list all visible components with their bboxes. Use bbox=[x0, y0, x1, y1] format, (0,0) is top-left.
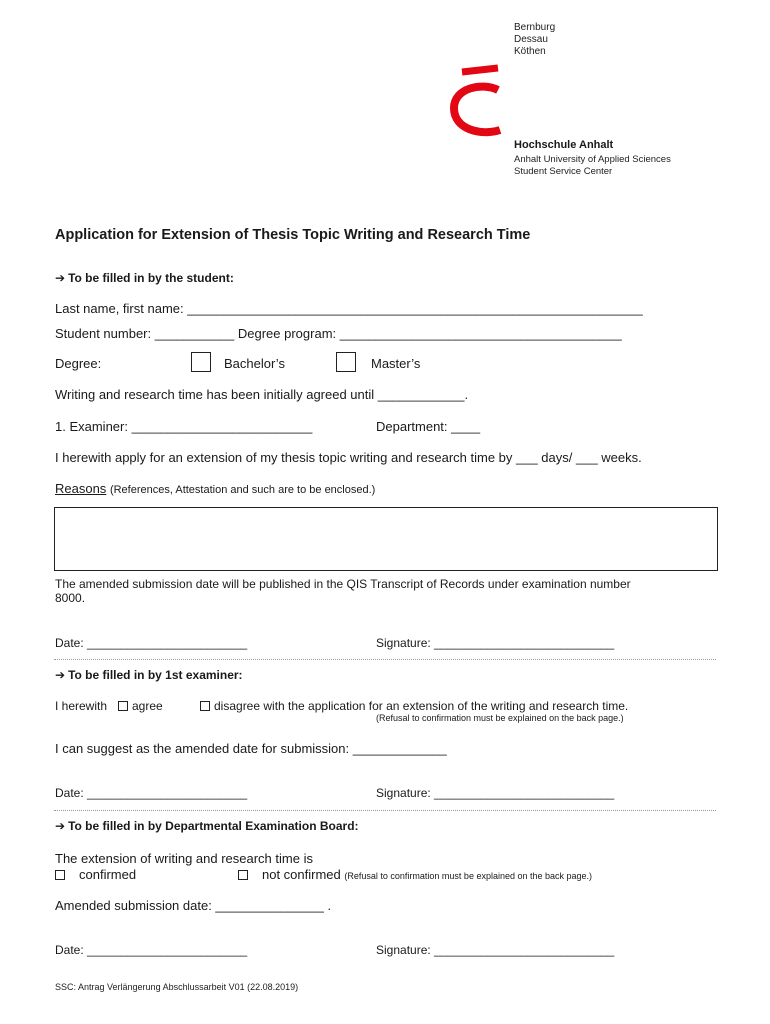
disagree-option[interactable] bbox=[200, 699, 628, 713]
location-dessau: Dessau bbox=[514, 34, 548, 45]
reasons-label: Reasons bbox=[55, 481, 107, 496]
arrow-right-icon: ➔ bbox=[55, 668, 66, 682]
not-confirmed-option[interactable] bbox=[238, 867, 592, 882]
reasons-row bbox=[55, 481, 375, 496]
name-field[interactable]: Last name, first name: _______________________________________________________________ bbox=[55, 301, 643, 316]
agree-label: agree bbox=[132, 699, 163, 713]
institution-sub2: Student Service Center bbox=[514, 166, 613, 177]
board-heading-text: To be filled in by Departmental Examination Board: bbox=[68, 819, 359, 833]
confirmed-option[interactable] bbox=[55, 867, 136, 882]
section-divider bbox=[54, 659, 716, 660]
amended-submission-date-field[interactable]: Amended submission date: _______________ . bbox=[55, 898, 332, 913]
amended-note-line2: 8000. bbox=[55, 591, 86, 605]
degree-label: Degree: bbox=[55, 356, 102, 371]
student-number-field[interactable]: Student number: ___________ Degree program: _______________________________________ bbox=[55, 326, 622, 341]
student-heading-text: To be filled in by the student: bbox=[68, 271, 234, 285]
student-section-heading bbox=[55, 271, 234, 285]
arrow-right-icon: ➔ bbox=[55, 819, 66, 833]
disagree-label: disagree with the application for an extension of the writing and research time. bbox=[214, 699, 629, 713]
agree-option[interactable] bbox=[118, 699, 163, 713]
board-refusal-note: (Refusal to confirmation must be explained on the back page.) bbox=[344, 871, 593, 881]
master-label: Master’s bbox=[371, 356, 421, 371]
examiner-section-heading bbox=[55, 668, 243, 682]
reasons-textarea[interactable] bbox=[54, 507, 718, 571]
arrow-right-icon: ➔ bbox=[55, 271, 66, 285]
bachelor-checkbox[interactable] bbox=[191, 352, 211, 372]
examiner-field[interactable]: 1. Examiner: _________________________ bbox=[55, 419, 313, 434]
section-divider bbox=[54, 810, 716, 811]
examiner-refusal-note: (Refusal to confirmation must be explained on the back page.) bbox=[376, 713, 624, 723]
examiner-heading-text: To be filled in by 1st examiner: bbox=[68, 668, 243, 682]
confirmed-checkbox[interactable] bbox=[55, 870, 65, 880]
board-date-field[interactable]: Date: ________________________ bbox=[55, 943, 248, 957]
not-confirmed-label: not confirmed bbox=[262, 867, 341, 882]
department-field[interactable]: Department: ____ bbox=[376, 419, 481, 434]
not-confirmed-checkbox[interactable] bbox=[238, 870, 248, 880]
hochschule-anhalt-logo bbox=[446, 60, 506, 142]
document-footer: SSC: Antrag Verlängerung Abschlussarbeit V01 (22.08.2019) bbox=[55, 982, 299, 992]
location-koethen: Köthen bbox=[514, 46, 546, 57]
reasons-note: (References, Attestation and such are to be enclosed.) bbox=[109, 484, 376, 496]
page-title: Application for Extension of Thesis Topic Writing and Research Time bbox=[55, 227, 531, 243]
location-bernburg: Bernburg bbox=[514, 22, 556, 33]
board-section-heading bbox=[55, 819, 359, 833]
herewith-label: I herewith bbox=[55, 699, 108, 713]
board-signature-field[interactable]: Signature: ___________________________ bbox=[376, 943, 615, 957]
student-date-field[interactable]: Date: ________________________ bbox=[55, 636, 248, 650]
student-signature-field[interactable]: Signature: ___________________________ bbox=[376, 636, 615, 650]
examiner-date-field[interactable]: Date: ________________________ bbox=[55, 786, 248, 800]
bachelor-label: Bachelor’s bbox=[224, 356, 285, 371]
extension-apply-text[interactable]: I herewith apply for an extension of my thesis topic writing and research time by ___ days/ ___ weeks. bbox=[55, 450, 642, 465]
master-checkbox[interactable] bbox=[336, 352, 356, 372]
suggest-date-field[interactable]: I can suggest as the amended date for submission: _____________ bbox=[55, 741, 447, 756]
institution-name: Hochschule Anhalt bbox=[514, 139, 614, 151]
amended-note-line1: The amended submission date will be published in the QIS Transcript of Records under examination number bbox=[55, 577, 631, 591]
examiner-signature-field[interactable]: Signature: ___________________________ bbox=[376, 786, 615, 800]
agree-checkbox[interactable] bbox=[118, 701, 128, 711]
disagree-checkbox[interactable] bbox=[200, 701, 210, 711]
confirmed-label: confirmed bbox=[79, 867, 137, 882]
writing-time-field[interactable]: Writing and research time has been initially agreed until ____________. bbox=[55, 387, 469, 402]
board-extension-text: The extension of writing and research time is bbox=[55, 851, 313, 866]
institution-sub1: Anhalt University of Applied Sciences bbox=[514, 154, 671, 165]
